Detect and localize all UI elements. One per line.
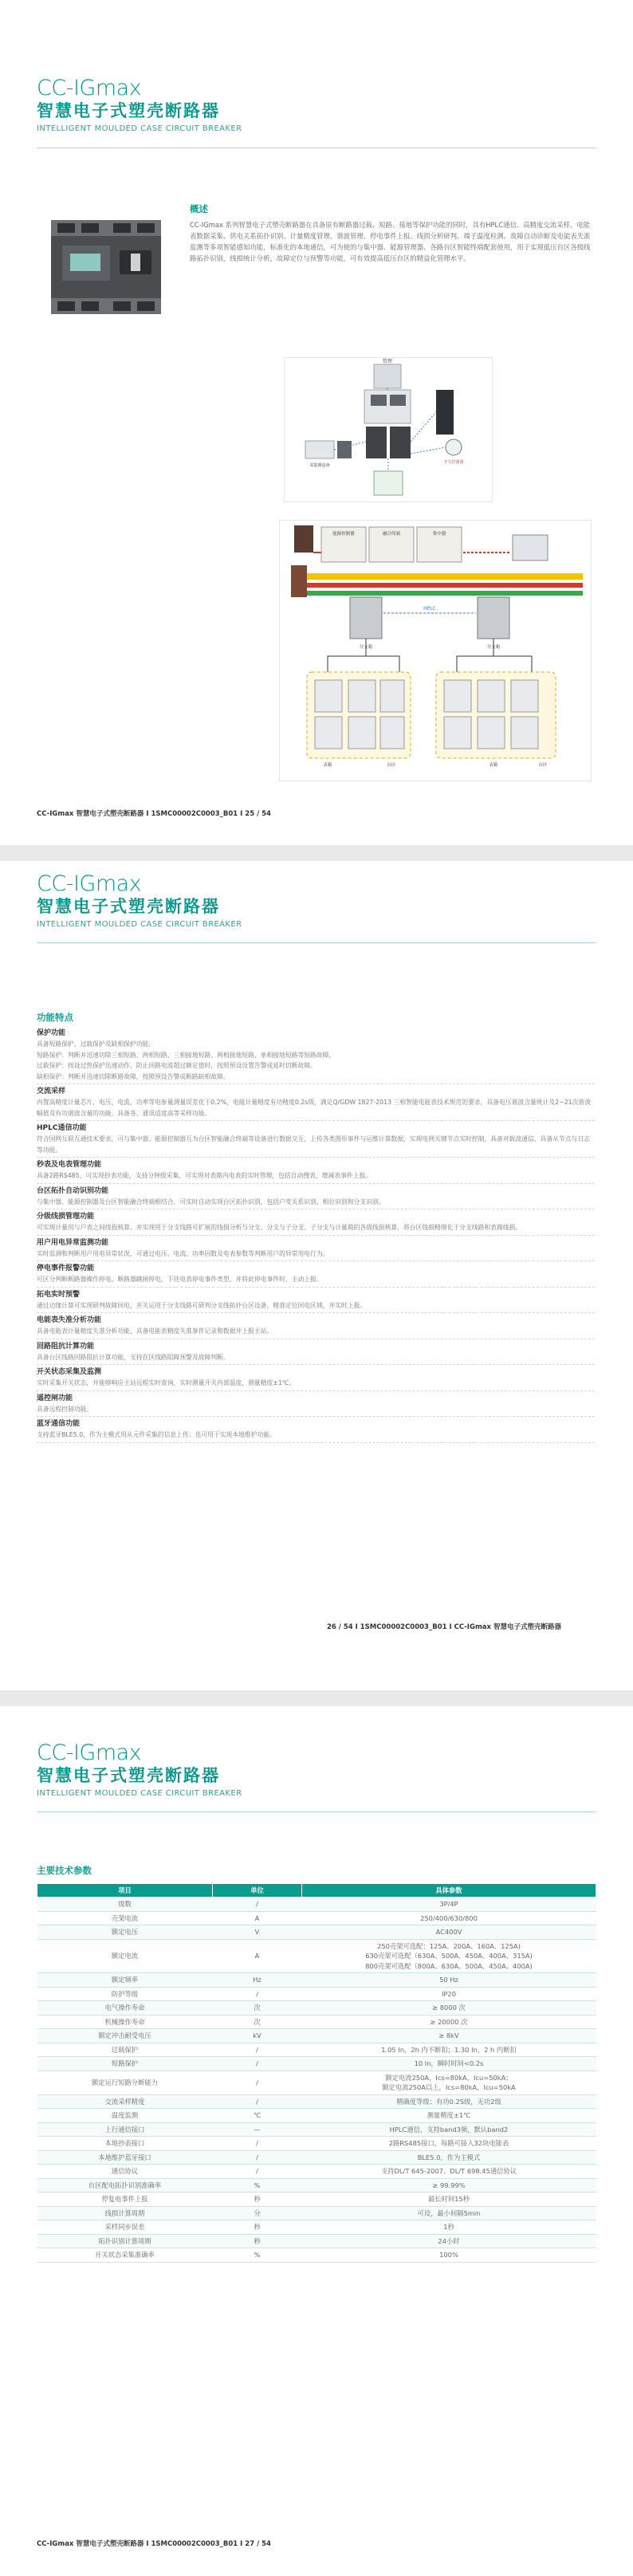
page-header	[37, 1741, 242, 1798]
table-row	[37, 1911, 596, 1925]
spec-unit-cell: /	[213, 2137, 302, 2151]
page-overview	[0, 0, 633, 845]
feature-description: 内置高精度计量芯片，电压、电流、功率等电参量测量误差优于0.2%，电能计量精度有功精度0.2s级，满足Q/GDW 1827-2013 三相智能电能表技术规范的要求，具备电压谐波含量统计及2~21次谐波幅值及有功谐波含量的功能，具备各、通讯适度高等采样功能。	[37, 1099, 592, 1117]
spec-header-unit: 单位	[213, 1884, 302, 1898]
spec-unit-cell: /	[213, 2071, 302, 2094]
spec-unit-cell: /	[213, 2094, 302, 2109]
feature-description: 缺相保护：判断并迅速切除断路故障，按照预设告警或断路缺相故障。	[37, 1072, 230, 1080]
table-row	[37, 2150, 596, 2165]
spec-item-cell: 台区配电拓扑识别准确率	[37, 2178, 213, 2193]
spec-item-cell: 通信协议	[37, 2165, 213, 2179]
spec-unit-cell: 秒	[213, 2220, 302, 2235]
table-row	[37, 2220, 596, 2235]
header-divider	[37, 147, 596, 148]
spec-value-cell: 最长时间15秒	[302, 2193, 596, 2207]
diagram2-box2: 分支箱	[486, 645, 501, 650]
feature-heading: 电能表失准分析功能	[37, 1316, 102, 1324]
feature-description: 实时采集开关状态，并能够响应主站远程实时查询，实时测量开关内部温度，测量精度±1℃。	[37, 1379, 296, 1386]
spec-value-cell: IP20	[302, 1987, 596, 2001]
spec-item-cell: 交流采样精度	[37, 2094, 213, 2109]
spec-item-cell: 额定电流	[37, 1939, 213, 1973]
spec-unit-cell: 秒	[213, 2234, 302, 2248]
spec-item-cell: 短路保护	[37, 2057, 213, 2071]
collection-diagram	[284, 357, 493, 502]
section-title-specs: 主要技术参数	[37, 1865, 92, 1876]
spec-item-cell: 壳架电流	[37, 1911, 213, 1925]
spec-item-cell: 温度监测	[37, 2109, 213, 2123]
feature-heading: 分级线损管理功能	[37, 1213, 95, 1221]
spec-item-cell: 额定电压	[37, 1925, 213, 1940]
feature-description: 具备短路保护、过载保护及缺相保护功能。	[37, 1040, 155, 1048]
spec-value-cell: 测量精度±1℃	[302, 2109, 596, 2123]
table-row	[37, 2001, 596, 2016]
product-title-cn: 智慧电子式塑壳断路器	[37, 101, 220, 120]
feature-description: 与集中器、能源控制器及台区智能融合终端相结合，可实时自动实现台区拓扑识别，包括户变关系识别，相位识别和分支识别。	[37, 1198, 385, 1205]
feature-divider	[37, 1183, 595, 1184]
feature-divider	[37, 1260, 595, 1261]
feature-list	[37, 1027, 595, 1445]
table-row	[37, 2206, 596, 2220]
brand-title: CC-IGmax	[37, 1740, 142, 1765]
diagram2-cap3: 集中器	[432, 532, 446, 537]
feature-heading: 停电事件报警功能	[37, 1264, 95, 1272]
diagram2-meter1: 表箱	[323, 763, 332, 768]
feature-divider	[37, 1235, 595, 1236]
spec-unit-cell: 秒	[213, 2193, 302, 2207]
spec-value-cell: ≥ 8000 次	[302, 2001, 596, 2016]
feature-heading: HPLC通信功能	[37, 1124, 87, 1132]
spec-value-cell: 3P/4P	[302, 1898, 596, 1912]
spec-unit-cell: A	[213, 1911, 302, 1925]
table-row	[37, 2043, 596, 2057]
spec-item-cell: 额定运行短路分断能力	[37, 2071, 213, 2094]
spec-item-cell: 额定频率	[37, 1973, 213, 1988]
feature-divider	[37, 1120, 595, 1121]
diagram2-cap1: 能源控制器	[332, 532, 355, 537]
spec-value-cell: ≥ 8kV	[302, 2029, 596, 2043]
page1-footer: CC-IGmax 智慧电子式塑壳断路器 I 1SMC00002C0003_B01 I 25 / 54	[37, 810, 271, 818]
feature-divider	[37, 1287, 595, 1288]
diagram2-hplc: HPLC	[423, 606, 436, 612]
feature-description: 短路保护：判断并迅速切除三相短路、两相短路、三相接地短路、两相接地短路、单相接地短路等短路故障。	[37, 1051, 336, 1059]
product-title-en: INTELLIGENT MOULDED CASE CIRCUIT BREAKER	[37, 124, 242, 133]
product-title-cn: 智慧电子式塑壳断路器	[37, 1766, 220, 1785]
diagram2-area2: 台区	[538, 763, 548, 768]
spec-value-cell: 额定电流250A，Ics=80kA，Icu=50kA； 额定电流250A以上，Ics=80kA，Icu=50kA	[302, 2071, 596, 2094]
page3-footer: CC-IGmax 智慧电子式塑壳断路器 I 1SMC00002C0003_B01 I 27 / 54	[37, 2540, 271, 2548]
feature-description: 可区分判断断路器操作停电、断路器跳闸停电，下往电表停电事件类型，并将此停电事件时，主动上报。	[37, 1276, 323, 1283]
spec-value-cell: 100%	[302, 2248, 596, 2263]
diagram1-collector-label: 采集器设备	[309, 463, 330, 468]
feature-heading: 开关状态采集及监测	[37, 1368, 102, 1376]
table-row	[37, 2137, 596, 2151]
feature-heading: 蓝牙通信功能	[37, 1420, 81, 1428]
spec-unit-cell: 次	[213, 2001, 302, 2016]
spec-item-cell: 额定冲击耐受电压	[37, 2029, 213, 2043]
spec-item-cell: 级数	[37, 1898, 213, 1912]
spec-item-cell: 拓扑识别计算周期	[37, 2234, 213, 2248]
page-specs	[0, 1706, 633, 2576]
spec-value-cell: 2路RS485接口，每路可接入32块电能表	[302, 2137, 596, 2151]
spec-item-cell: 开关状态采集准确率	[37, 2248, 213, 2263]
spec-value-cell: 24小时	[302, 2234, 596, 2248]
spec-unit-cell: Hz	[213, 1973, 302, 1988]
spec-unit-cell: /	[213, 2150, 302, 2165]
feature-divider	[37, 1416, 595, 1417]
page-header	[37, 872, 242, 929]
spec-item-cell: 电气操作寿命	[37, 2001, 213, 2016]
feature-heading: 遥控闸功能	[37, 1394, 73, 1402]
spec-item-cell: 上行通信接口	[37, 2122, 213, 2137]
spec-value-cell: 250/400/630/800	[302, 1911, 596, 1925]
feature-heading: 拓电实时预警	[37, 1290, 81, 1299]
spec-unit-cell: /	[213, 2057, 302, 2071]
feature-divider	[37, 1364, 595, 1365]
feature-description: 可实现计量用与户表之间线损核算，并实现用于分支线路可扩展的线损分析与分支、分支与子分支、子分支与计量箱的各级线损核算，将台区线损精细化于分支线路和表箱线损。	[37, 1224, 522, 1231]
feature-heading: 交流采样	[37, 1087, 66, 1095]
spec-value-cell: 1.05 In，2h 内不断扣；1.30 In，2 h 内断扣	[302, 2043, 596, 2057]
feature-heading: 台区拓扑自动识别功能	[37, 1186, 109, 1195]
brand-title: CC-IGmax	[37, 76, 142, 100]
spec-value-cell: 50 Hz	[302, 1973, 596, 1988]
spec-unit-cell: A	[213, 1939, 302, 1973]
spec-unit-cell: 次	[213, 2015, 302, 2029]
spec-item-cell: 机械操作寿命	[37, 2015, 213, 2029]
spec-item-cell: 本地抄表接口	[37, 2137, 213, 2151]
feature-description: 实时监测和判断用户用电异常状况，可通过电压、电流、功率因数及电表参数等判断用户的异常用电行为。	[37, 1249, 329, 1257]
feature-description: 过载保护：按设过热保护迅速动作，防止回路电流超过额定值时，按照预设设置告警或延时切断故障。	[37, 1062, 316, 1069]
spec-value-cell: 支持DL/T 645-2007、DL/T 698.45通信协议	[302, 2165, 596, 2179]
table-row	[37, 2234, 596, 2248]
table-row	[37, 2015, 596, 2029]
spec-item-cell: 线损计算周期	[37, 2206, 213, 2220]
feature-heading: 秒表及电表管理功能	[37, 1161, 102, 1169]
diagram2-area1: 台区	[387, 763, 396, 768]
feature-description: 支持蓝牙BLE5.0，作为主模式用从元件采集的信息上传；也可用于实现本地维护功能。	[37, 1431, 276, 1438]
spec-item-cell: 停复电事件上报	[37, 2193, 213, 2207]
table-row	[37, 1898, 596, 1912]
feature-divider	[37, 1390, 595, 1391]
feature-description: 具备2路RS485，可实现抄表功能，支持分钟级采集，可实现对表箱内电表的实时管理，包括自动搜表，增减表事件上报。	[37, 1172, 372, 1179]
topology-diagram	[279, 520, 592, 781]
feature-divider	[37, 1312, 595, 1313]
feature-heading: 用户用电异常监测功能	[37, 1238, 109, 1247]
spec-header-value: 具体参数	[302, 1884, 596, 1898]
spec-unit-cell: %	[213, 2178, 302, 2193]
diagram2-box1: 分支箱	[359, 645, 373, 650]
spec-header-item: 项目	[37, 1884, 213, 1898]
breaker-product-image	[46, 215, 166, 319]
spec-unit-cell: /	[213, 1987, 302, 2001]
feature-description: 通过边缘计算可实现研判故障回电，并关运用于分支线路可研判分支线拓扑台区设备，精准定位回电区域，并实时上报。	[37, 1301, 367, 1309]
table-row	[37, 2193, 596, 2207]
diagram2-cap2: 融合终端	[382, 532, 401, 537]
table-row	[37, 1939, 596, 1973]
spec-value-cell: AC400V	[302, 1925, 596, 1940]
header-divider	[37, 942, 596, 943]
spec-value-cell: ≥ 20000 次	[302, 2015, 596, 2029]
feature-heading: 回路阻抗计算功能	[37, 1342, 95, 1351]
feature-description: 符合国网互联互通技术要求，可与集中器、能源控制器互为台区智能融合终端等设备进行数据交互，上传各类图形事件与运维计算数据，实现电网关键节点实时控制，具备对载波通信、具备从节点与日志等功能。	[37, 1135, 590, 1154]
spec-item-cell: 防护等级	[37, 1987, 213, 2001]
spec-value-cell: ≥ 99.99%	[302, 2178, 596, 2193]
feature-divider	[37, 1083, 595, 1084]
page-features	[0, 861, 633, 1690]
spec-value-cell: 精确度等级：有功0.2S级，无功2级	[302, 2094, 596, 2109]
diagram1-top-label: 管理	[382, 359, 393, 364]
feature-heading: 保护功能	[37, 1029, 66, 1037]
overview-paragraph: CC-IGmax 系列智慧电子式塑壳断路器在具备原有断路器过载、短路、接地等保护功能的同时，具有HPLC通信、高精度交流采样、电能表数据采集、供电关系拓扑识别、计量精度管理、谐波管理、停电事件上报、线损分析研判、端子温度检测、故障自动诊断及电能表失准监测等多项智能感知功能，标准化的本地通信，可为使的与集中器、能源管理器、各路台区智能终端配套使用，用于实现低压台区各级线路拓扑识别，线损统计分析，故障定位与预警等功能，可有效提高低压台区的精益化管理水平。	[190, 221, 591, 262]
spec-unit-cell: /	[213, 2165, 302, 2179]
spec-unit-cell: %	[213, 2248, 302, 2263]
product-title-en: INTELLIGENT MOULDED CASE CIRCUIT BREAKER	[37, 1789, 242, 1798]
table-row	[37, 2071, 596, 2094]
table-row	[37, 2109, 596, 2123]
spec-value-cell: 10 In，瞬时时间<0.2s	[302, 2057, 596, 2071]
feature-description: 具备远程控制功能。	[37, 1405, 93, 1413]
spec-item-cell: 采样同步误差	[37, 2220, 213, 2235]
table-row	[37, 2029, 596, 2043]
spec-value-cell: BLE5.0，作为主模式	[302, 2150, 596, 2165]
feature-divider	[37, 1157, 595, 1158]
diagram2-meter2: 表箱	[489, 763, 498, 768]
table-row	[37, 2122, 596, 2137]
feature-description: 具备电能表计量精度失准分析功能，具备电能表精度失准事件记录和数据并上报主站。	[37, 1327, 273, 1335]
spec-unit-cell: /	[213, 2043, 302, 2057]
feature-divider	[37, 1442, 595, 1443]
spec-value-cell: HPLC通信，支持band3频，默认band2	[302, 2122, 596, 2137]
spec-item-cell: 本地维护蓝牙接口	[37, 2150, 213, 2165]
page-header	[37, 77, 242, 133]
spec-unit-cell: V	[213, 1925, 302, 1940]
brand-title: CC-IGmax	[37, 871, 142, 896]
spec-value-cell: 可设，最小间隔5min	[302, 2206, 596, 2220]
section-title-overview: 概述	[190, 203, 208, 214]
spec-unit-cell: —	[213, 2122, 302, 2137]
page2-footer: 26 / 54 I 1SMC00002C0003_B01 I CC-IGmax 智慧电子式塑壳断路器	[327, 1623, 561, 1631]
feature-description: 具备台区线路回路阻抗计算功能，支持在区线路阻障预警及故障判断。	[37, 1353, 230, 1361]
spec-value-cell: 1秒	[302, 2220, 596, 2235]
product-title-cn: 智慧电子式塑壳断路器	[37, 897, 220, 916]
header-divider	[37, 1811, 596, 1812]
spec-unit-cell: kV	[213, 2029, 302, 2043]
table-row	[37, 2248, 596, 2263]
table-row	[37, 1987, 596, 2001]
table-row	[37, 2178, 596, 2193]
table-row	[37, 1925, 596, 1940]
product-title-en: INTELLIGENT MOULDED CASE CIRCUIT BREAKER	[37, 920, 242, 929]
spec-table-body	[37, 1898, 596, 2263]
spec-unit-cell: ℃	[213, 2109, 302, 2123]
spec-unit-cell: /	[213, 1898, 302, 1912]
spec-value-cell: 250壳架可选配：125A、200A、160A、125A) 630壳架可选配（630A、500A、450A、400A、315A) 800壳架可选配（800A、630A、500A、450A、400A)	[302, 1939, 596, 1973]
section-title-features: 功能特点	[37, 1012, 73, 1023]
table-row	[37, 1973, 596, 1988]
spec-table	[37, 1883, 596, 2263]
table-row	[37, 2165, 596, 2179]
spec-item-cell: 过载保护	[37, 2043, 213, 2057]
spec-unit-cell: 分	[213, 2206, 302, 2220]
diagram1-tv-label: 开关控制器	[443, 460, 464, 465]
table-row	[37, 2094, 596, 2109]
table-row	[37, 2057, 596, 2071]
